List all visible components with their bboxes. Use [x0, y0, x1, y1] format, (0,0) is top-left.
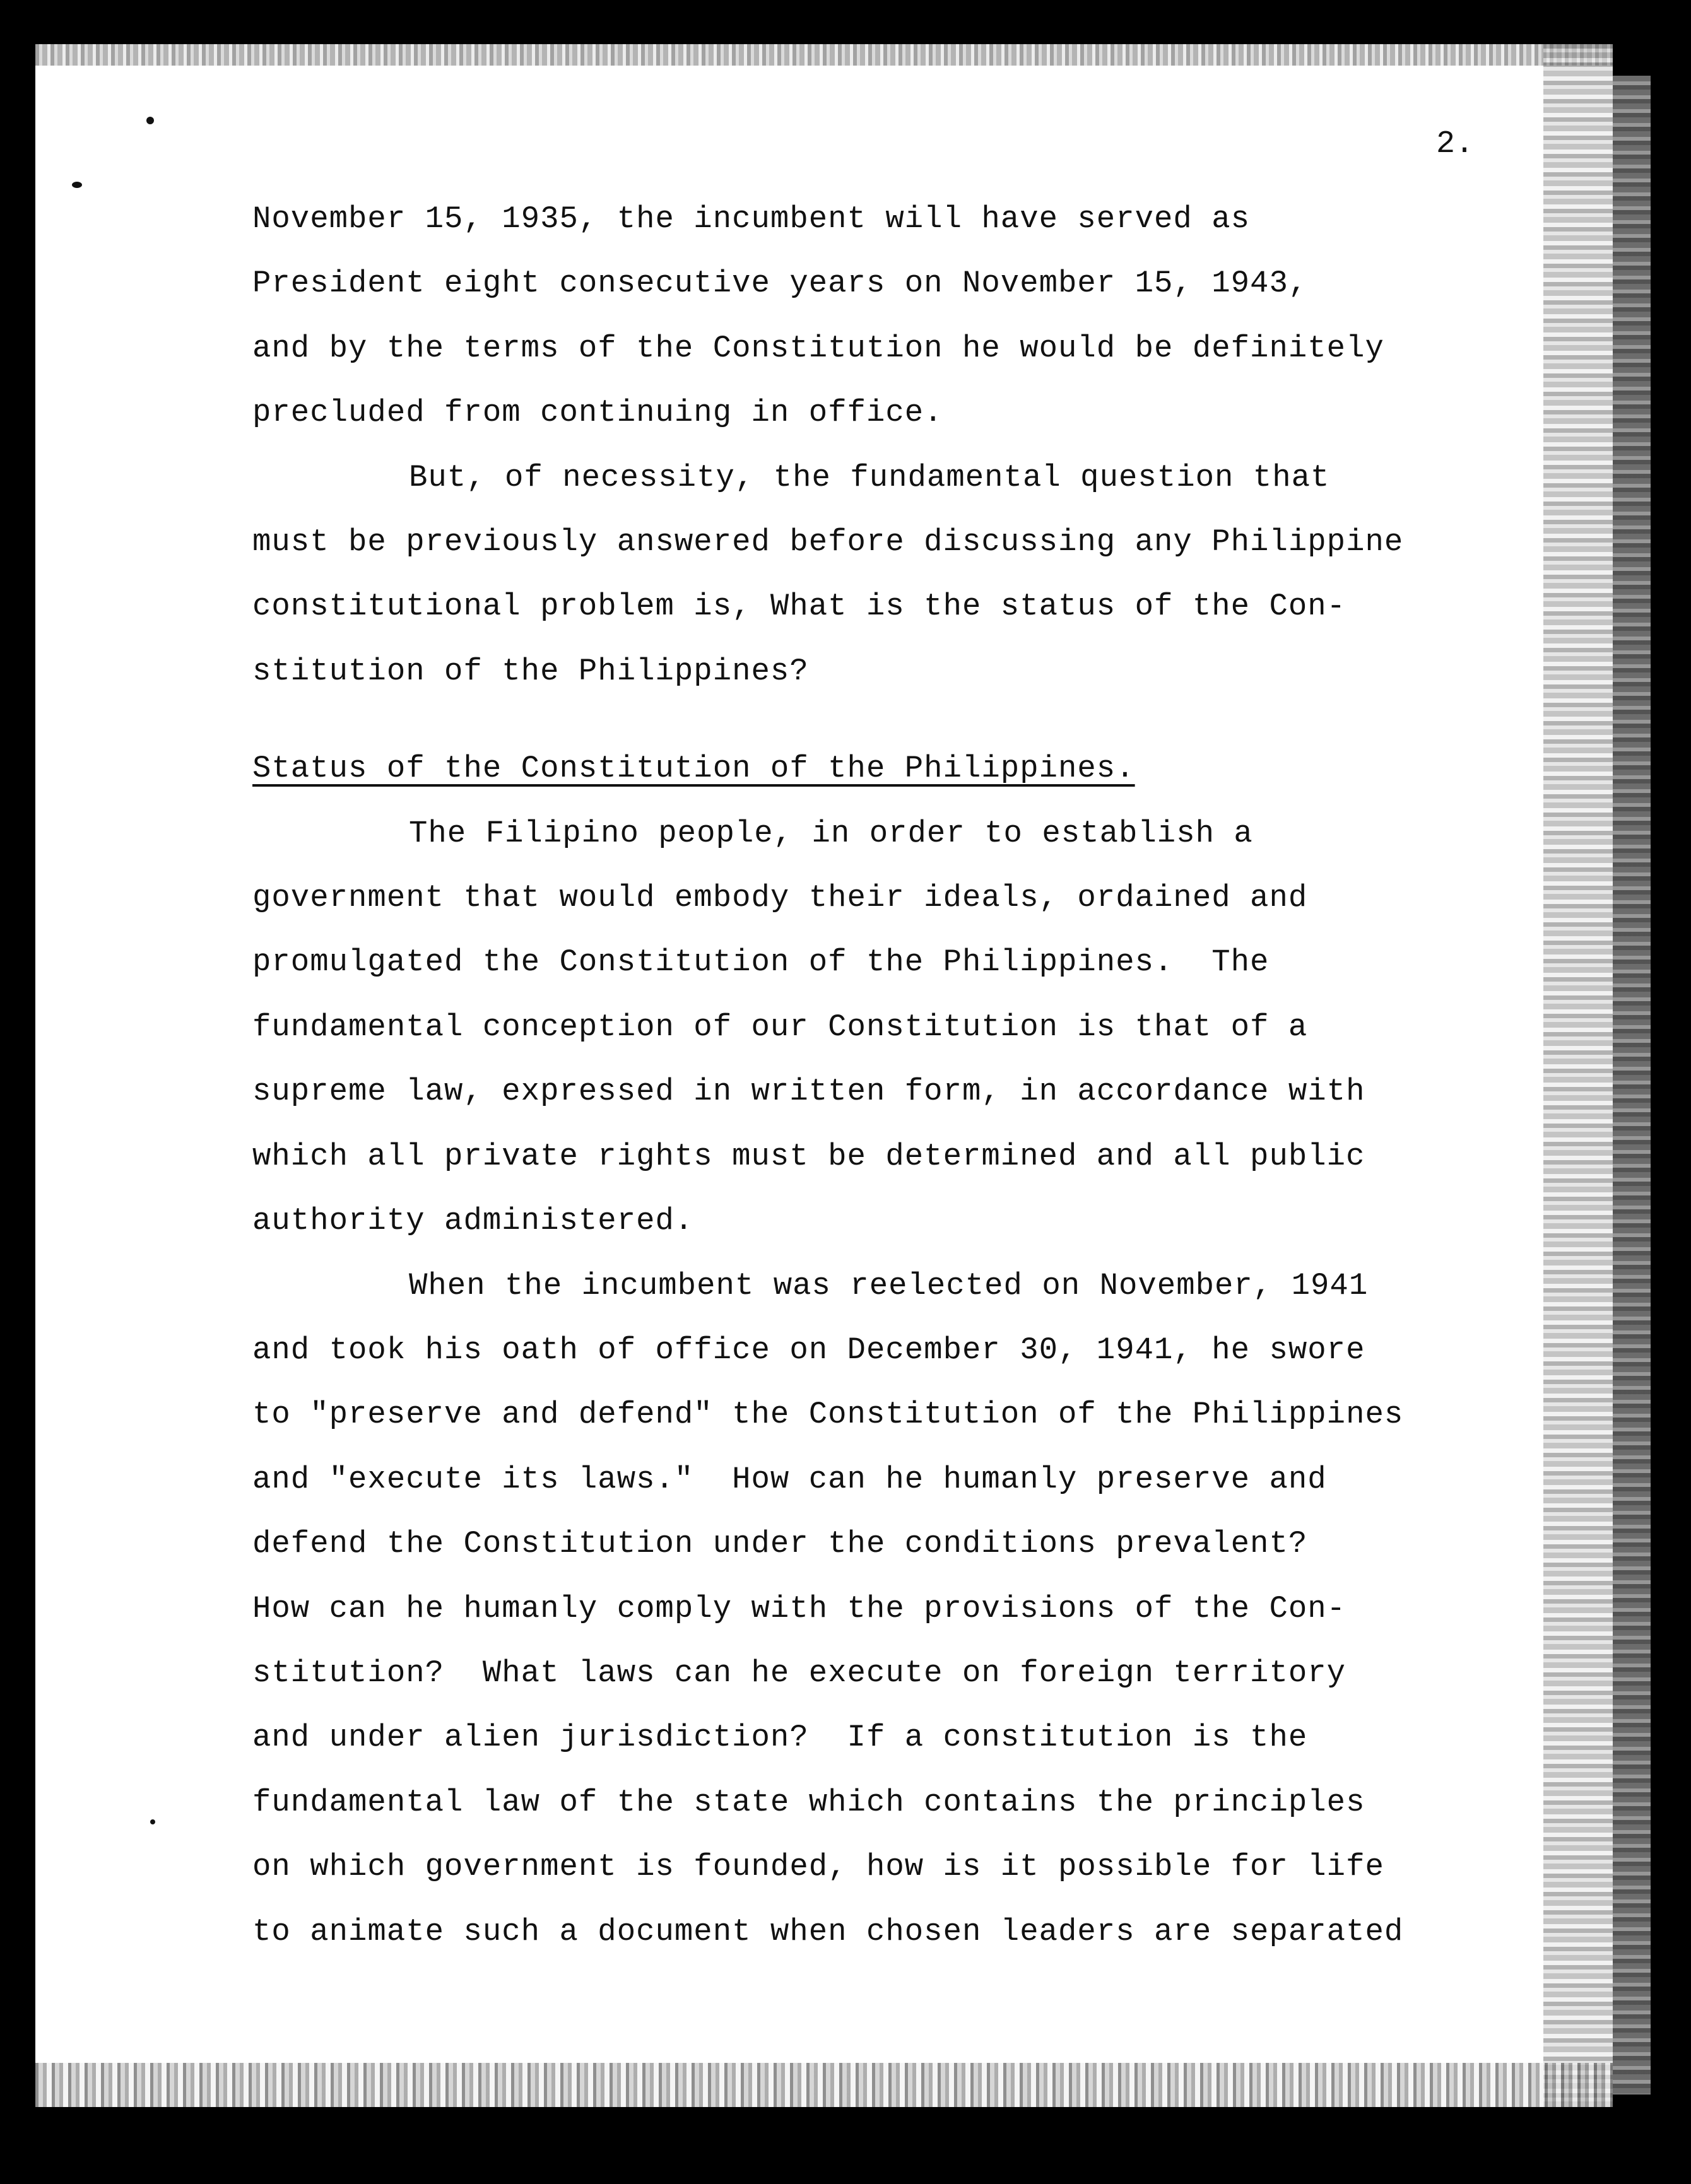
text-line: to animate such a document when chosen leaders are separated	[252, 1913, 1404, 1949]
scan-edge-right	[1543, 44, 1613, 2107]
text-line: promulgated the Constitution of the Philippines. The	[252, 944, 1270, 980]
text-line: government that would embody their ideals, ordained and	[252, 880, 1308, 916]
page-number: 2.	[1436, 126, 1475, 162]
text-line: defend the Constitution under the conditions prevalent?	[252, 1526, 1308, 1562]
scan-speck	[146, 117, 154, 124]
text-line: constitutional problem is, What is the status of the Con-	[252, 589, 1346, 625]
text-line: authority administered.	[252, 1203, 694, 1239]
text-line: must be previously answered before discussing any Philippine	[252, 524, 1404, 560]
text-line: The Filipino people, in order to establish a	[409, 815, 1253, 851]
paragraph-2	[252, 445, 1514, 704]
section-heading: Status of the Constitution of the Philippines.	[252, 751, 1135, 787]
text-line: and under alien jurisdiction? If a constitution is the	[252, 1720, 1308, 1756]
document-body	[252, 187, 1514, 1964]
text-line: President eight consecutive years on November 15, 1943,	[252, 266, 1308, 302]
text-line: stitution of the Philippines?	[252, 653, 809, 689]
text-line: to "preserve and defend" the Constitution of the Philippines	[252, 1397, 1404, 1433]
scan-edge-bottom	[35, 2063, 1613, 2107]
text-line: precluded from continuing in office.	[252, 395, 943, 431]
text-line: fundamental conception of our Constitution is that of a	[252, 1009, 1308, 1045]
document-page	[35, 44, 1613, 2107]
text-line: and took his oath of office on December 30, 1941, he swore	[252, 1332, 1365, 1368]
scan-edge-top	[35, 44, 1613, 66]
text-line: supreme law, expressed in written form, in accordance with	[252, 1074, 1365, 1110]
paragraph-1	[252, 187, 1514, 445]
text-line: November 15, 1935, the incumbent will have served as	[252, 201, 1251, 237]
section-spacer	[252, 703, 1514, 736]
section-heading-row	[252, 736, 1514, 801]
text-line: which all private rights must be determined and all public	[252, 1138, 1365, 1174]
second-sheet-edge	[1613, 76, 1651, 2094]
text-line: and by the terms of the Constitution he would be definitely	[252, 330, 1384, 366]
paragraph-3	[252, 801, 1514, 1253]
paragraph-4	[252, 1253, 1514, 1964]
text-line: How can he humanly comply with the provisions of the Con-	[252, 1590, 1346, 1626]
scan-speck	[72, 182, 82, 188]
text-line: fundamental law of the state which contains the principles	[252, 1784, 1365, 1820]
text-line: When the incumbent was reelected on November, 1941	[409, 1267, 1369, 1303]
text-line: But, of necessity, the fundamental question that	[409, 459, 1330, 495]
text-line: and "execute its laws." How can he humanly preserve and	[252, 1461, 1327, 1497]
text-line: on which government is founded, how is it possible for life	[252, 1849, 1384, 1885]
text-line: stitution? What laws can he execute on foreign territory	[252, 1655, 1346, 1691]
scan-speck	[150, 1819, 155, 1824]
